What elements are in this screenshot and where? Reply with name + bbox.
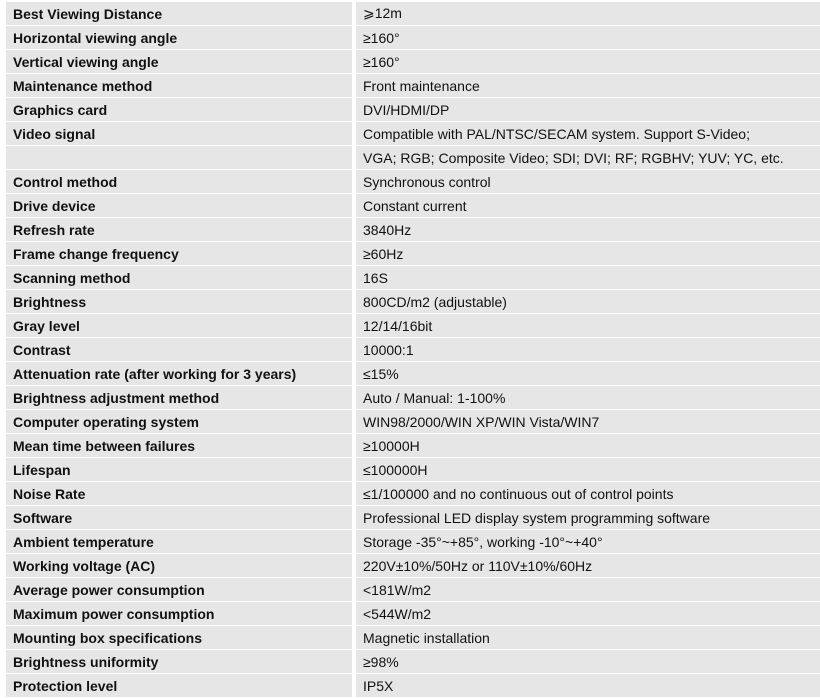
table-row	[6, 506, 820, 530]
table-row	[6, 530, 820, 554]
spec-value: Auto / Manual: 1-100%	[354, 386, 820, 410]
table-row	[6, 650, 820, 674]
spec-label: Attenuation rate (after working for 3 years)	[6, 362, 354, 386]
table-row	[6, 410, 820, 434]
spec-value: Compatible with PAL/NTSC/SECAM system. Support S-Video;	[354, 122, 820, 146]
table-row	[6, 386, 820, 410]
spec-value: 16S	[354, 266, 820, 290]
spec-value: 10000:1	[354, 338, 820, 362]
spec-value: ⩾12m	[354, 2, 820, 26]
spec-label: Frame change frequency	[6, 242, 354, 266]
spec-label: Contrast	[6, 338, 354, 362]
table-row	[6, 98, 820, 122]
spec-label: Mounting box specifications	[6, 626, 354, 650]
table-row	[6, 362, 820, 386]
table-row	[6, 626, 820, 650]
table-row	[6, 50, 820, 74]
spec-label: Video signal	[6, 122, 354, 146]
spec-label: Drive device	[6, 194, 354, 218]
spec-label: Gray level	[6, 314, 354, 338]
spec-value: VGA; RGB; Composite Video; SDI; DVI; RF; RGBHV; YUV; YC, etc.	[354, 146, 820, 170]
spec-label: Maintenance method	[6, 74, 354, 98]
spec-value: ≤100000H	[354, 458, 820, 482]
table-row	[6, 482, 820, 506]
spec-label: Brightness uniformity	[6, 650, 354, 674]
spec-label: Vertical viewing angle	[6, 50, 354, 74]
spec-value: IP5X	[354, 674, 820, 698]
table-row	[6, 578, 820, 602]
spec-label: Horizontal viewing angle	[6, 26, 354, 50]
spec-label: Maximum power consumption	[6, 602, 354, 626]
spec-value: WIN98/2000/WIN XP/WIN Vista/WIN7	[354, 410, 820, 434]
table-row	[6, 266, 820, 290]
spec-label: Graphics card	[6, 98, 354, 122]
spec-value: ≥10000H	[354, 434, 820, 458]
spec-table	[6, 2, 820, 698]
spec-value: ≤15%	[354, 362, 820, 386]
table-row	[6, 602, 820, 626]
spec-label: Brightness	[6, 290, 354, 314]
spec-value: 12/14/16bit	[354, 314, 820, 338]
table-row	[6, 218, 820, 242]
spec-value: <181W/m2	[354, 578, 820, 602]
spec-value: Storage -35°~+85°, working -10°~+40°	[354, 530, 820, 554]
spec-label: Average power consumption	[6, 578, 354, 602]
spec-label: Scanning method	[6, 266, 354, 290]
table-row	[6, 242, 820, 266]
table-row	[6, 554, 820, 578]
spec-value: Magnetic installation	[354, 626, 820, 650]
spec-label: Control method	[6, 170, 354, 194]
spec-label: Protection level	[6, 674, 354, 698]
spec-label: Software	[6, 506, 354, 530]
table-row	[6, 194, 820, 218]
spec-label: Computer operating system	[6, 410, 354, 434]
spec-value: ≤1/100000 and no continuous out of control points	[354, 482, 820, 506]
table-row	[6, 26, 820, 50]
table-row	[6, 674, 820, 698]
spec-value: 3840Hz	[354, 218, 820, 242]
table-row	[6, 2, 820, 26]
spec-value: ≥98%	[354, 650, 820, 674]
spec-value: Professional LED display system programming software	[354, 506, 820, 530]
spec-label: Lifespan	[6, 458, 354, 482]
table-row	[6, 146, 820, 170]
spec-label: Refresh rate	[6, 218, 354, 242]
spec-value: Constant current	[354, 194, 820, 218]
table-row	[6, 74, 820, 98]
spec-label: Working voltage (AC)	[6, 554, 354, 578]
table-row	[6, 122, 820, 146]
spec-label: Brightness adjustment method	[6, 386, 354, 410]
spec-label	[6, 146, 354, 170]
table-row	[6, 290, 820, 314]
spec-label: Mean time between failures	[6, 434, 354, 458]
table-row	[6, 314, 820, 338]
table-row	[6, 170, 820, 194]
spec-value: ≥160°	[354, 26, 820, 50]
spec-value: ≥160°	[354, 50, 820, 74]
spec-value: 800CD/m2 (adjustable)	[354, 290, 820, 314]
spec-value: Front maintenance	[354, 74, 820, 98]
spec-label: Noise Rate	[6, 482, 354, 506]
spec-value: Synchronous control	[354, 170, 820, 194]
table-row	[6, 458, 820, 482]
spec-value: 220V±10%/50Hz or 110V±10%/60Hz	[354, 554, 820, 578]
spec-table-body	[6, 2, 820, 698]
spec-value: DVI/HDMI/DP	[354, 98, 820, 122]
table-row	[6, 338, 820, 362]
spec-label: Ambient temperature	[6, 530, 354, 554]
table-row	[6, 434, 820, 458]
spec-label: Best Viewing Distance	[6, 2, 354, 26]
spec-value: ≥60Hz	[354, 242, 820, 266]
spec-value: <544W/m2	[354, 602, 820, 626]
